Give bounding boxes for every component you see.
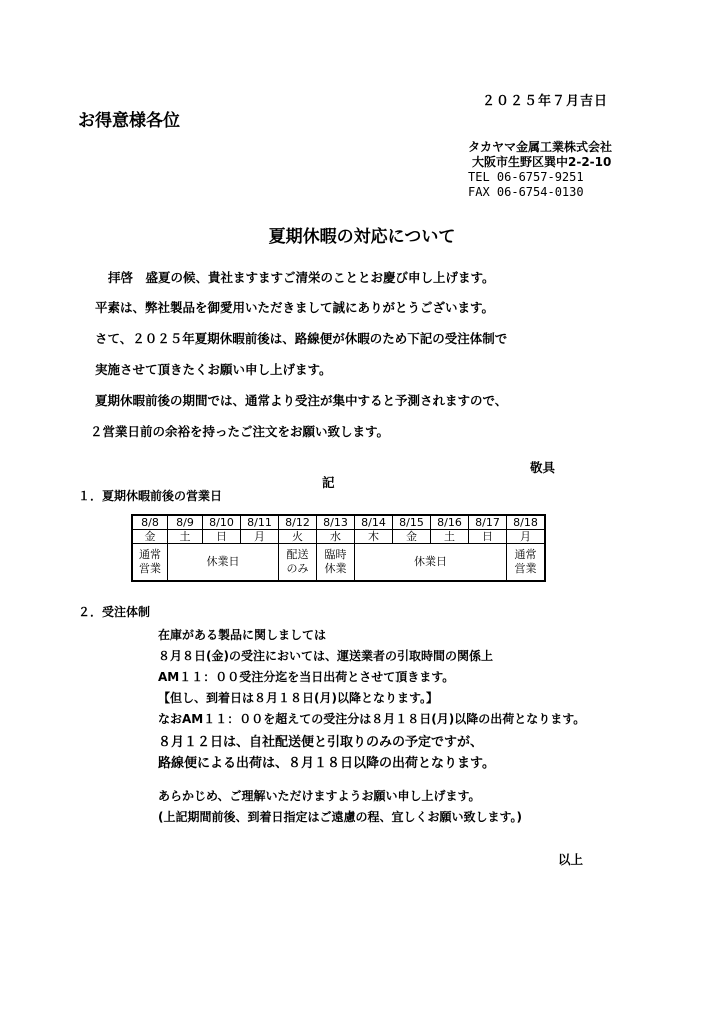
date-cell: 8/10	[203, 515, 241, 530]
weekday-cell: 火	[279, 530, 317, 544]
weekday-cell: 日	[469, 530, 507, 544]
body-line-4: 実施させて頂きたくお願い申し上げます。	[95, 362, 332, 377]
end-marker: 以上	[558, 852, 584, 867]
company-tel: TEL 06-6757-9251	[468, 170, 584, 184]
calendar-weekday-row	[132, 530, 545, 544]
date-cell: 8/15	[393, 515, 431, 530]
weekday-cell: 金	[393, 530, 431, 544]
status-normal-right: 通常 営業	[507, 544, 546, 582]
weekday-cell: 水	[317, 530, 355, 544]
closing-line-2: (上記期間前後、到着日指定はご遠慮の程、宜しくお願い致します。)	[158, 810, 523, 824]
date-cell: 8/12	[279, 515, 317, 530]
weekday-cell: 月	[507, 530, 546, 544]
closing-keigu: 敬具	[530, 460, 556, 475]
calendar-date-row	[132, 515, 545, 530]
status-closed-2: 休業日	[355, 544, 507, 582]
weekday-cell: 木	[355, 530, 393, 544]
company-fax: FAX 06-6754-0130	[468, 185, 584, 199]
weekday-cell: 土	[431, 530, 469, 544]
closing-line-1: あらかじめ、ご理解いただけますようお願い申し上げます。	[158, 789, 481, 803]
date-cell: 8/13	[317, 515, 355, 530]
date-cell: 8/18	[507, 515, 546, 530]
company-address: 大阪市生野区巽中2-2-10	[472, 155, 612, 169]
weekday-cell: 月	[241, 530, 279, 544]
policy-line-5: なおAM１１：００を超えての受注分は８月１８日(月)以降の出荷となります。	[158, 712, 586, 726]
status-closed-1: 休業日	[168, 544, 279, 582]
weekday-cell: 日	[203, 530, 241, 544]
policy-line-7: 路線便による出荷は、８月１８日以降の出荷となります。	[158, 756, 495, 771]
business-day-calendar	[131, 514, 546, 582]
calendar-status-row	[132, 544, 545, 582]
ki-marker: 記	[322, 475, 335, 490]
policy-line-1: 在庫がある製品に関しましては	[158, 628, 327, 642]
company-name: タカヤマ金属工業株式会社	[468, 140, 613, 154]
document-title: 夏期休暇の対応について	[268, 227, 456, 247]
policy-line-2: ８月８日(金)の受注においては、運送業者の引取時間の関係上	[158, 649, 493, 663]
status-normal-left: 通常 営業	[132, 544, 168, 582]
status-temporary-closed: 臨時 休業	[317, 544, 355, 582]
addressee: お得意様各位	[78, 111, 180, 131]
weekday-cell: 土	[168, 530, 203, 544]
date-cell: 8/17	[469, 515, 507, 530]
section1-heading: １．夏期休暇前後の営業日	[78, 489, 223, 503]
section2-heading: ２．受注体制	[78, 605, 151, 619]
date-cell: 8/9	[168, 515, 203, 530]
body-line-1: 拝啓 盛夏の候、貴社ますますご清栄のこととお慶び申し上げます。	[108, 270, 495, 285]
body-line-3: さて、２０２５年夏期休暇前後は、路線便が休暇のため下記の受注体制で	[95, 331, 508, 346]
date-cell: 8/8	[132, 515, 168, 530]
company-block	[468, 140, 612, 200]
policy-line-4: 【但し、到着日は８月１８日(月)以降となります。】	[158, 691, 439, 705]
policy-line-6: ８月１２日は、自社配送便と引取りのみの予定ですが、	[158, 735, 484, 750]
date-cell: 8/11	[241, 515, 279, 530]
weekday-cell: 金	[132, 530, 168, 544]
body-line-5: 夏期休暇前後の期間では、通常より受注が集中すると予測されますので、	[95, 393, 508, 408]
date-cell: 8/14	[355, 515, 393, 530]
date-cell: 8/16	[431, 515, 469, 530]
policy-line-3: AM１１：００受注分迄を当日出荷とさせて頂きます。	[158, 670, 455, 684]
body-line-6: ２営業日前の余裕を持ったご注文をお願い致します。	[90, 424, 390, 439]
document-date: ２０２５年７月吉日	[482, 94, 609, 109]
body-line-2: 平素は、弊社製品を御愛用いただきまして誠にありがとうございます。	[95, 300, 495, 315]
status-delivery-only: 配送 のみ	[279, 544, 317, 582]
